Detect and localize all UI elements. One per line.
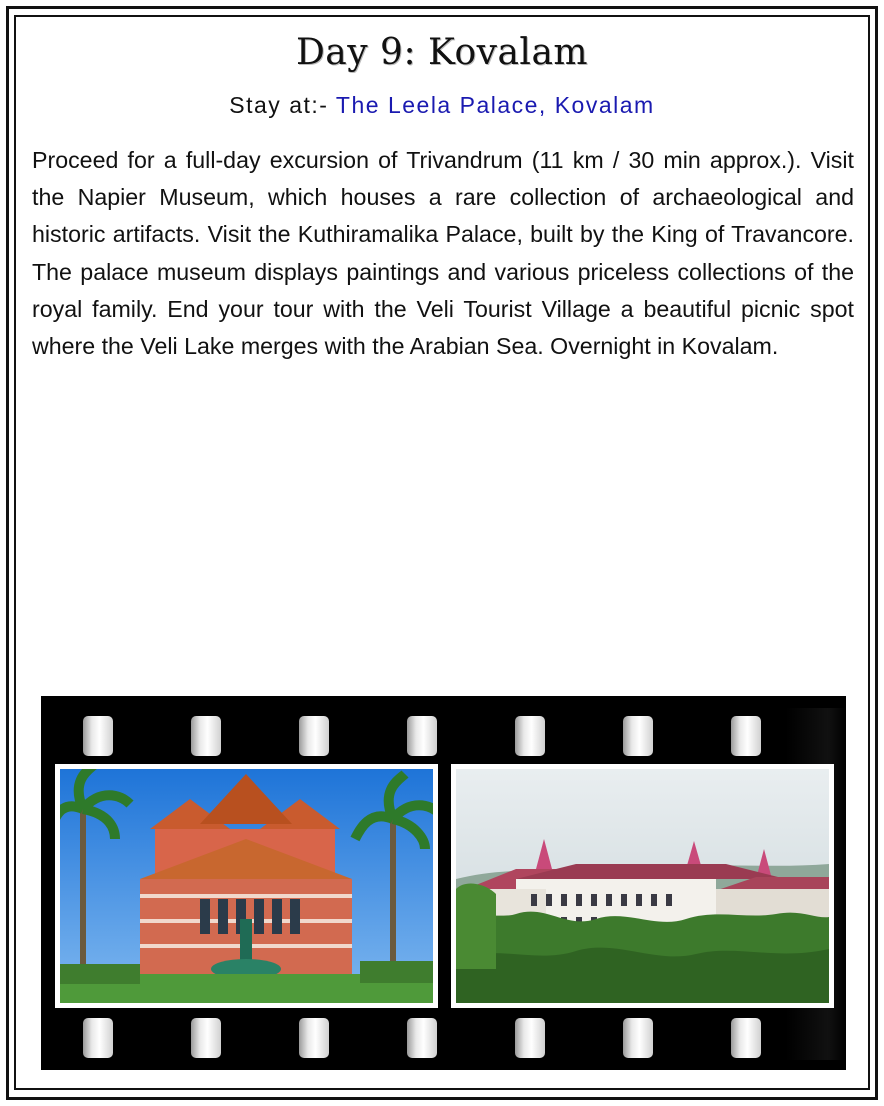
sprocket-hole xyxy=(515,1018,545,1058)
sprocket-hole xyxy=(299,1018,329,1058)
stay-label: Stay at:- xyxy=(229,92,329,118)
sprocket-hole xyxy=(299,716,329,756)
itinerary-description: Proceed for a full-day excursion of Trivandrum (11 km / 30 min approx.). Visit the Napier Museum, which houses a rare collection of archaeological and historic artifacts. Visit the Kuthiramalika Palace, built by the King of Travancore. The palace museum displays paintings and various priceless collections of the royal family. End your tour with the Veli Tourist Village a beautiful picnic spot where the Veli Lake merges with the Arabian Sea. Overnight in Kovalam. xyxy=(32,147,854,360)
sprocket-hole xyxy=(515,716,545,756)
sprocket-hole xyxy=(623,1018,653,1058)
sprocket-hole xyxy=(191,1018,221,1058)
sprocket-hole xyxy=(83,716,113,756)
sprocket-hole xyxy=(83,1018,113,1058)
sprocket-hole xyxy=(623,716,653,756)
kuthiramalika-palace-photo xyxy=(451,764,834,1008)
sprocket-hole xyxy=(407,1018,437,1058)
kuthiramalika-palace-image xyxy=(456,769,829,1003)
stay-line xyxy=(0,92,884,119)
sprocket-hole xyxy=(731,1018,761,1058)
hotel-name: The Leela Palace, Kovalam xyxy=(335,92,655,118)
sprocket-hole xyxy=(407,716,437,756)
sprocket-hole xyxy=(731,716,761,756)
napier-museum-image xyxy=(60,769,433,1003)
napier-museum-photo xyxy=(55,764,438,1008)
film-strip xyxy=(41,696,846,1070)
sprocket-hole xyxy=(191,716,221,756)
page-title: Day 9: Kovalam xyxy=(295,32,589,73)
